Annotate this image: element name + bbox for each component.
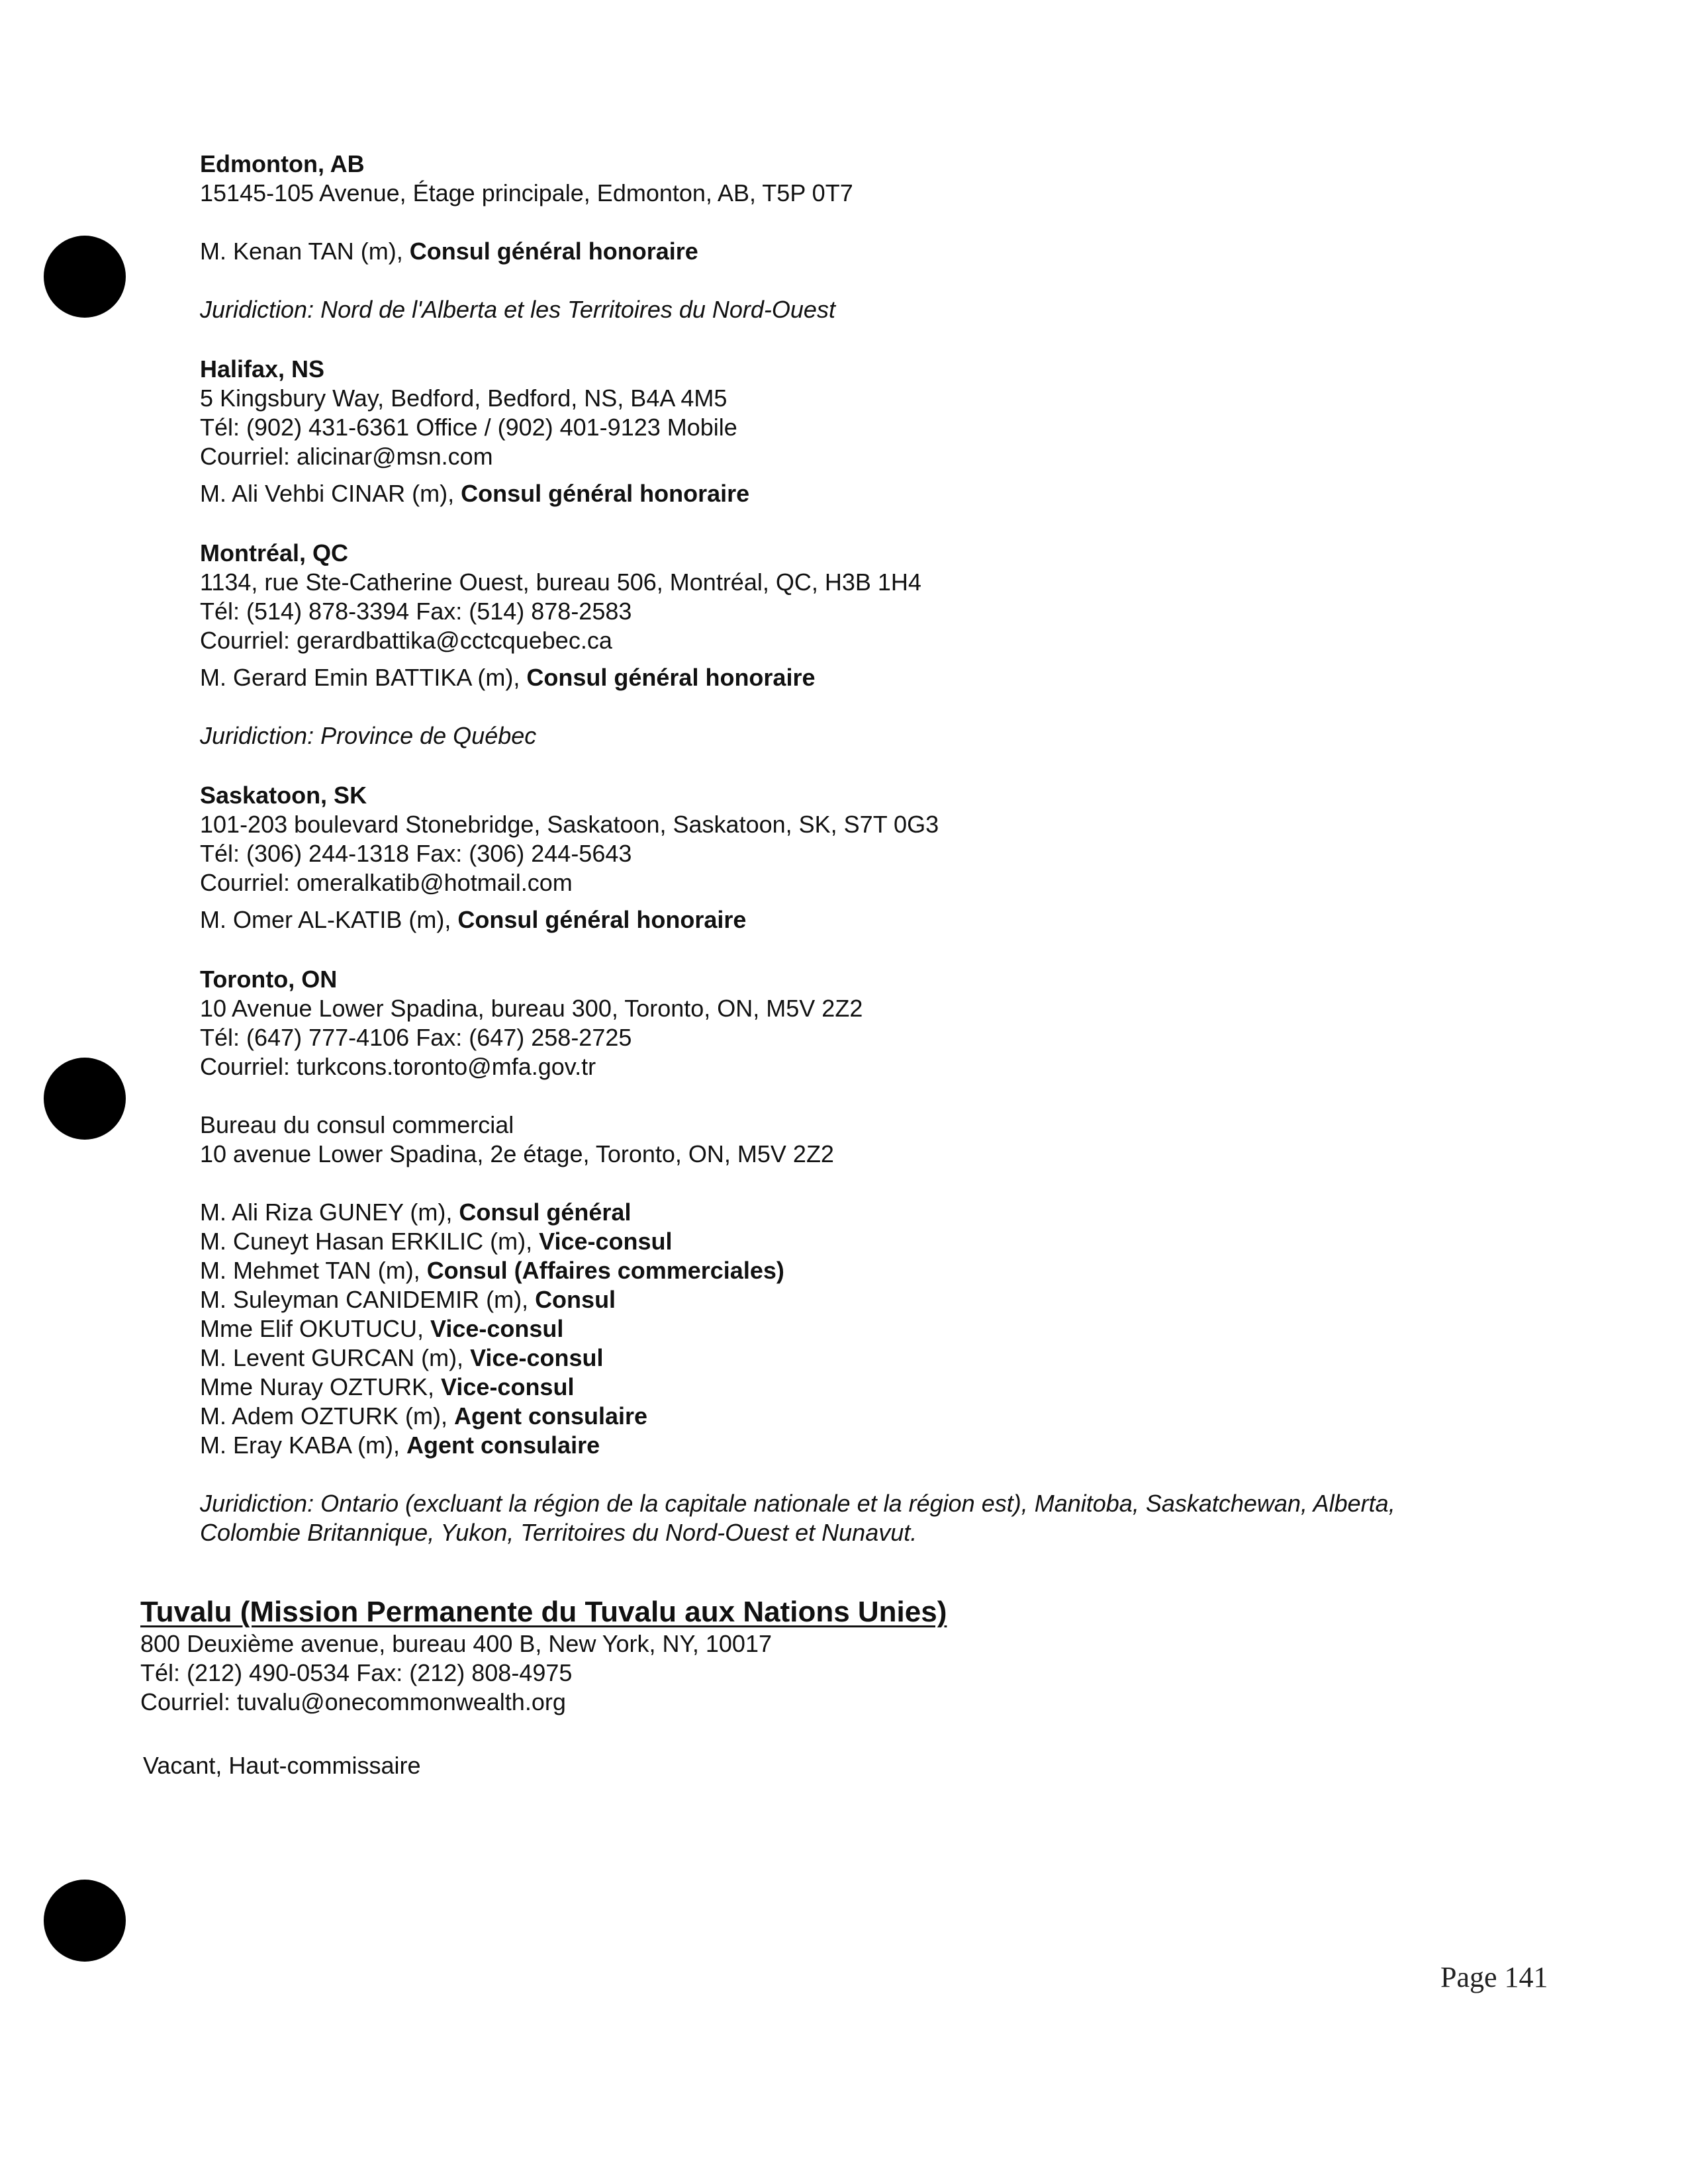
- jurisdiction-note: Juridiction: Ontario (excluant la région de la capitale nationale et la région est), Manitoba, Saskatchewan, Alberta, Colombie Britannique, Yukon, Territoires du Nord-Ouest et Nunavut.: [200, 1490, 1395, 1546]
- email-line: Courriel: gerardbattika@cctcquebec.ca: [200, 627, 612, 654]
- staff-title: Consul: [535, 1286, 616, 1313]
- staff-name: M. Adem OZTURK (m),: [200, 1402, 455, 1430]
- staff-line: [200, 1227, 1524, 1256]
- staff-line: [200, 1431, 1524, 1460]
- phone-line: Tél: (902) 431-6361 Office / (902) 401-9123 Mobile: [200, 414, 737, 441]
- staff-line: [200, 1402, 1524, 1431]
- staff-title: Agent consulaire: [406, 1432, 600, 1459]
- staff-name: M. Gerard Emin BATTIKA (m),: [200, 664, 527, 691]
- staff-title: Consul général honoraire: [461, 480, 750, 507]
- staff-title: Consul général honoraire: [526, 664, 816, 691]
- email-line: Courriel: tuvalu@onecommonwealth.org: [140, 1688, 566, 1715]
- staff-title: Vice-consul: [430, 1315, 564, 1342]
- staff-name: M. Cuneyt Hasan ERKILIC (m),: [200, 1228, 539, 1255]
- address-line: 10 Avenue Lower Spadina, bureau 300, Toronto, ON, M5V 2Z2: [200, 995, 863, 1022]
- city-heading: Edmonton, AB: [200, 150, 365, 177]
- staff-title: Consul général honoraire: [409, 238, 698, 265]
- staff-name: M. Suleyman CANIDEMIR (m),: [200, 1286, 536, 1313]
- email-line: Courriel: turkcons.toronto@mfa.gov.tr: [200, 1053, 596, 1080]
- consulate-montreal: [200, 539, 1524, 781]
- staff-title: Vice-consul: [539, 1228, 673, 1255]
- consulate-halifax: [200, 355, 1524, 539]
- staff-name: M. Omer AL-KATIB (m),: [200, 906, 458, 933]
- staff-line: [200, 1198, 1524, 1227]
- staff-name: M. Mehmet TAN (m),: [200, 1257, 427, 1284]
- binder-hole: [44, 1880, 126, 1962]
- binder-hole: [44, 1058, 126, 1140]
- staff-line: [200, 1256, 1524, 1285]
- phone-line: Tél: (306) 244-1318 Fax: (306) 244-5643: [200, 840, 632, 867]
- country-entry-tuvalu: [140, 1595, 1530, 1780]
- staff-title: Vice-consul: [441, 1373, 575, 1400]
- page-number: Page 141: [1440, 1961, 1548, 1993]
- jurisdiction-note: Juridiction: Province de Québec: [200, 722, 537, 749]
- staff-line: [200, 1285, 1524, 1314]
- staff-name: M. Eray KABA (m),: [200, 1432, 407, 1459]
- city-heading: Toronto, ON: [200, 966, 338, 993]
- staff-title: Consul général honoraire: [457, 906, 747, 933]
- consulate-saskatoon: [200, 781, 1524, 965]
- staff-title: Consul général: [459, 1199, 632, 1226]
- staff-line: [200, 479, 1524, 508]
- binder-hole: [44, 236, 126, 318]
- staff-name: Mme Nuray OZTURK,: [200, 1373, 442, 1400]
- consulate-toronto: [200, 965, 1524, 1547]
- address-line: 5 Kingsbury Way, Bedford, Bedford, NS, B4A 4M5: [200, 385, 727, 412]
- staff-line: [200, 1373, 1524, 1402]
- staff-line: [200, 1314, 1524, 1343]
- staff-line: [200, 663, 1524, 692]
- staff-line: Vacant, Haut-commissaire: [143, 1752, 421, 1779]
- office-address: 10 avenue Lower Spadina, 2e étage, Toronto, ON, M5V 2Z2: [200, 1140, 834, 1167]
- city-heading: Saskatoon, SK: [200, 782, 367, 809]
- staff-name: M. Ali Riza GUNEY (m),: [200, 1199, 459, 1226]
- email-line: Courriel: alicinar@msn.com: [200, 443, 493, 470]
- staff-line: [200, 237, 1524, 266]
- staff-title: Consul (Affaires commerciales): [426, 1257, 784, 1284]
- staff-line: [200, 905, 1524, 934]
- address-line: 15145-105 Avenue, Étage principale, Edmonton, AB, T5P 0T7: [200, 179, 853, 206]
- city-heading: Montréal, QC: [200, 539, 349, 567]
- staff-name: M. Levent GURCAN (m),: [200, 1344, 471, 1371]
- staff-title: Agent consulaire: [454, 1402, 648, 1430]
- consulate-edmonton: [200, 150, 1524, 355]
- consulates-list: [200, 150, 1524, 1547]
- staff-name: M. Kenan TAN (m),: [200, 238, 410, 265]
- email-line: Courriel: omeralkatib@hotmail.com: [200, 869, 573, 896]
- address-line: 101-203 boulevard Stonebridge, Saskatoon, Saskatoon, SK, S7T 0G3: [200, 811, 939, 838]
- staff-title: Vice-consul: [470, 1344, 604, 1371]
- office-name: Bureau du consul commercial: [200, 1111, 514, 1138]
- phone-line: Tél: (514) 878-3394 Fax: (514) 878-2583: [200, 598, 632, 625]
- phone-line: Tél: (647) 777-4106 Fax: (647) 258-2725: [200, 1024, 632, 1051]
- staff-name: M. Ali Vehbi CINAR (m),: [200, 480, 461, 507]
- city-heading: Halifax, NS: [200, 355, 325, 383]
- phone-line: Tél: (212) 490-0534 Fax: (212) 808-4975: [140, 1659, 573, 1686]
- staff-line: [200, 1343, 1524, 1373]
- country-heading: Tuvalu (Mission Permanente du Tuvalu aux Nations Unies): [140, 1596, 947, 1628]
- staff-name: Mme Elif OKUTUCU,: [200, 1315, 431, 1342]
- address-line: 1134, rue Ste-Catherine Ouest, bureau 506, Montréal, QC, H3B 1H4: [200, 569, 921, 596]
- address-line: 800 Deuxième avenue, bureau 400 B, New York, NY, 10017: [140, 1630, 772, 1657]
- jurisdiction-note: Juridiction: Nord de l'Alberta et les Territoires du Nord-Ouest: [200, 296, 835, 323]
